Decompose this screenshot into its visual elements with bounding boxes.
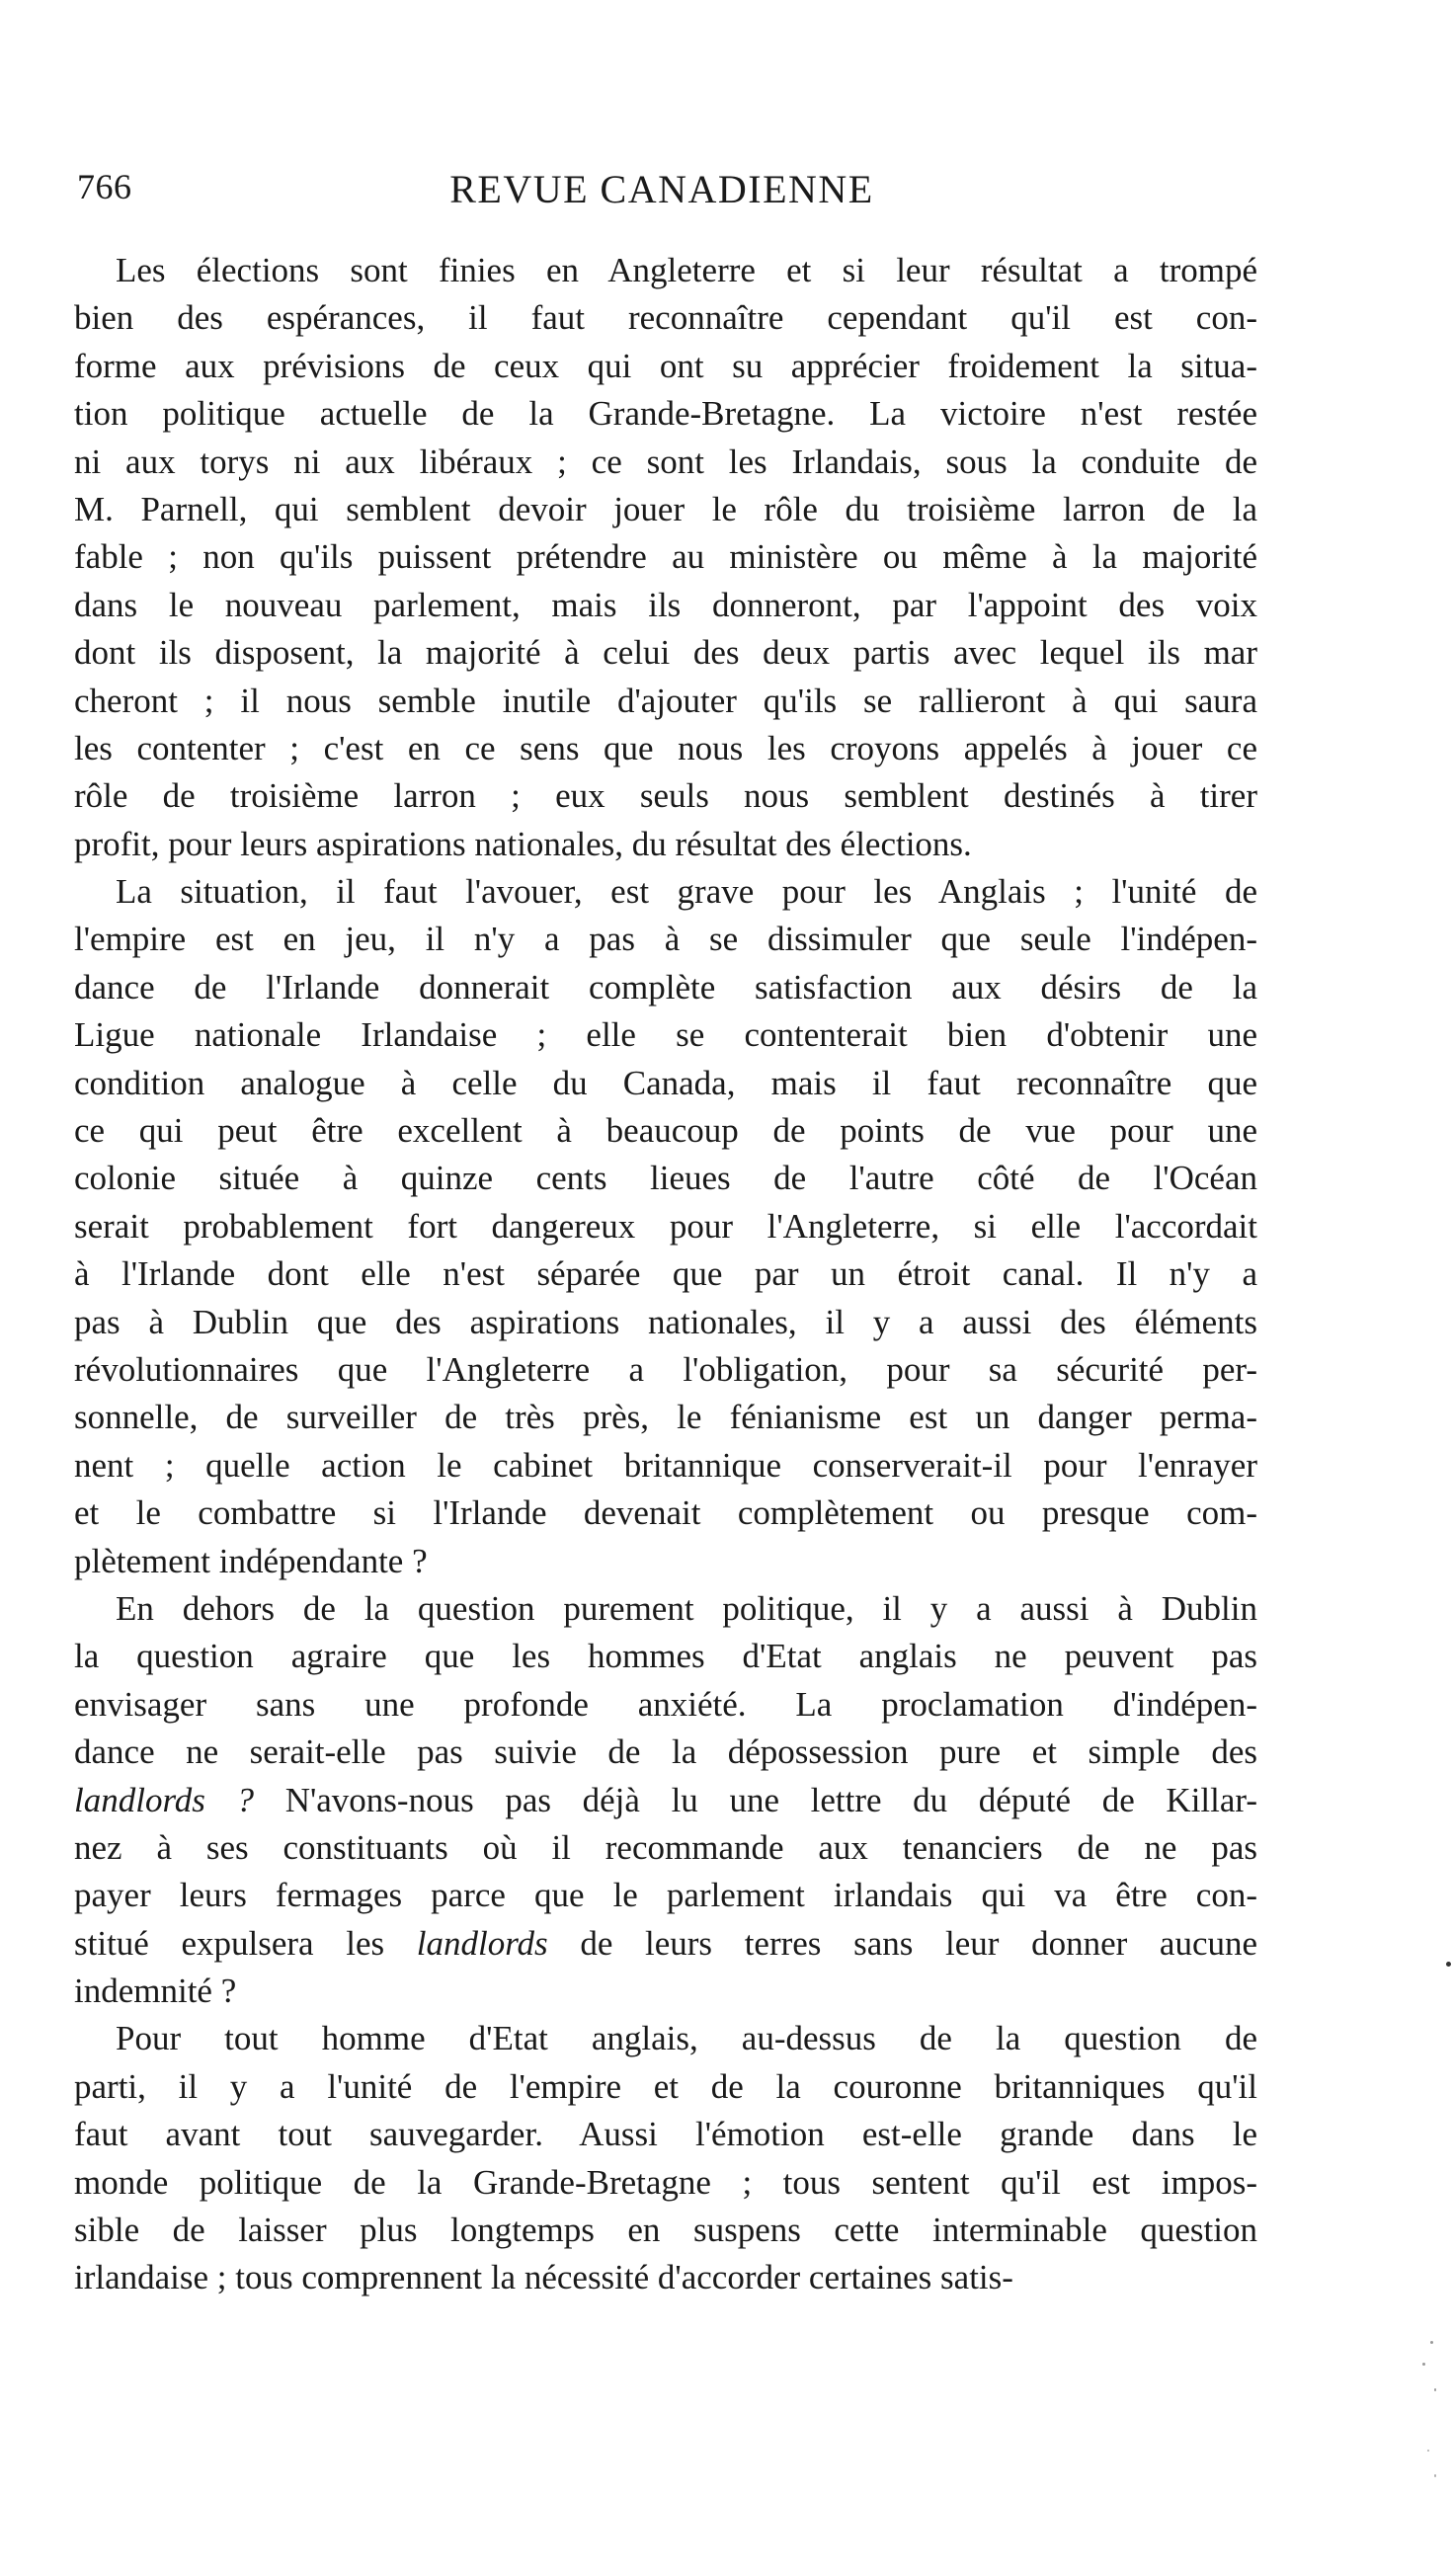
text-line (74, 1872, 1257, 1919)
text-run: ni aux torys ni aux libéraux ; ce sont les Irlandais, sous la conduite de (74, 442, 1257, 481)
text-line (74, 1538, 1257, 1585)
text-line (74, 2063, 1257, 2111)
text-run: M. Parnell, qui semblent devoir jouer le rôle du troisième larron de la (74, 489, 1257, 528)
text-run: dance ne serait-elle pas suivie de la dépossession pure et simple des (74, 1732, 1257, 1772)
text-run: serait probablement fort dangereux pour l'Angleterre, si elle l'accordait (74, 1206, 1257, 1246)
text-line (74, 343, 1257, 390)
text-line (74, 1489, 1257, 1537)
text-line (74, 1824, 1257, 1872)
text-run: fable ; non qu'ils puissent prétendre au ministère ou même à la majorité (74, 537, 1257, 577)
italic-term: landlords (416, 1923, 548, 1963)
scan-speck (1446, 1962, 1451, 1967)
text-run: l'empire est en jeu, il n'y a pas à se dissimuler que seule l'indépen- (74, 920, 1257, 959)
text-run: dance de l'Irlande donnerait complète satisfaction aux désirs de la (74, 967, 1257, 1006)
text-run: profit, pour leurs aspirations nationales, du résultat des élections. (74, 824, 972, 863)
text-run: monde politique de la Grande-Bretagne ; tous sentent qu'il est impos- (74, 2162, 1257, 2202)
text-run: de leurs terres sans leur donner aucune (547, 1923, 1258, 1963)
page-number: 766 (77, 167, 132, 206)
text-run: N'avons-nous pas déjà lu une lettre du député de Killar- (254, 1780, 1258, 1819)
text-run: tion politique actuelle de la Grande-Bretagne. La victoire n'est restée (74, 394, 1257, 434)
text-line (74, 629, 1257, 677)
scan-speck (1430, 2341, 1433, 2344)
text-line (74, 2159, 1257, 2207)
paragraph (74, 1585, 1257, 2016)
text-line (74, 486, 1257, 533)
text-line (74, 1681, 1257, 1729)
text-run: En dehors de la question purement politique, il y a aussi à Dublin (116, 1588, 1257, 1628)
text-run: La situation, il faut l'avouer, est grave pour les Anglais ; l'unité de (116, 872, 1257, 912)
text-line (74, 678, 1257, 725)
text-line (74, 1920, 1257, 1968)
text-line (74, 1346, 1257, 1394)
text-run: pas à Dublin que des aspirations nationales, il y a aussi des éléments (74, 1302, 1257, 1341)
text-line (74, 1155, 1257, 1202)
text-line (74, 1633, 1257, 1680)
text-line (74, 1729, 1257, 1776)
text-run: à l'Irlande dont elle n'est séparée que par un étroit canal. Il n'y a (74, 1254, 1257, 1294)
text-run: Les élections sont finies en Angleterre et si leur résultat a trompé (116, 251, 1257, 289)
text-run: les contenter ; c'est en ce sens que nous les croyons appelés à jouer ce (74, 728, 1257, 767)
text-run: sonnelle, de surveiller de très près, le fénianisme est un danger perma- (74, 1398, 1257, 1437)
text-line (74, 821, 1257, 868)
text-run: faut avant tout sauvegarder. Aussi l'émotion est-elle grande dans le (74, 2115, 1257, 2154)
scan-speck (1434, 2388, 1436, 2391)
text-run: envisager sans une profonde anxiété. La proclamation d'indépen- (74, 1684, 1257, 1724)
scan-speck (1434, 2474, 1436, 2477)
text-line (74, 1011, 1257, 1059)
text-run: sible de laisser plus longtemps en suspens cette interminable question (74, 2211, 1257, 2250)
text-run: stitué expulsera les (74, 1923, 417, 1963)
text-run: colonie située à quinze cents lieues de l'autre côté de l'Océan (74, 1159, 1257, 1198)
paragraph (74, 2015, 1257, 2301)
scan-speck (1422, 2363, 1425, 2366)
text-line (74, 2111, 1257, 2158)
paragraph (74, 868, 1257, 1585)
text-line (74, 390, 1257, 438)
text-line (74, 725, 1257, 772)
text-line (74, 1250, 1257, 1298)
text-line (74, 1442, 1257, 1489)
text-run: bien des espérances, il faut reconnaître cependant qu'il est con- (74, 298, 1257, 338)
text-line (74, 2207, 1257, 2254)
text-line (74, 868, 1257, 916)
text-run: dont ils disposent, la majorité à celui des deux partis avec lequel ils mar (74, 633, 1257, 673)
text-run: Ligue nationale Irlandaise ; elle se contenterait bien d'obtenir une (74, 1015, 1257, 1055)
text-run: la question agraire que les hommes d'Etat anglais ne peuvent pas (74, 1637, 1257, 1676)
text-line (74, 1060, 1257, 1107)
text-line (74, 1777, 1257, 1824)
text-run: révolutionnaires que l'Angleterre a l'obligation, pour sa sécurité per- (74, 1349, 1257, 1389)
article-body (74, 247, 1257, 2302)
text-run: nez à ses constituants où il recommande aux tenanciers de ne pas (74, 1827, 1257, 1867)
text-line (74, 247, 1257, 294)
text-run: et le combattre si l'Irlande devenait complètement ou presque com- (74, 1493, 1257, 1533)
text-run: indemnité ? (74, 1972, 237, 2011)
text-run: forme aux prévisions de ceux qui ont su apprécier froidement la situa- (74, 346, 1257, 385)
text-run: nent ; quelle action le cabinet britannique conserverait-il pour l'enrayer (74, 1445, 1257, 1485)
text-line (74, 964, 1257, 1011)
text-run: Pour tout homme d'Etat anglais, au-dessus de la question de (116, 2019, 1257, 2058)
italic-term: landlords ? (74, 1780, 255, 1819)
text-line (74, 1394, 1257, 1441)
text-run: irlandaise ; tous comprennent la nécessité d'accorder certaines satis- (74, 2258, 1013, 2297)
text-line (74, 533, 1257, 581)
text-line (74, 1107, 1257, 1155)
text-line (74, 1968, 1257, 2015)
text-run: parti, il y a l'unité de l'empire et de la couronne britanniques qu'il (74, 2066, 1257, 2106)
text-run: ce qui peut être excellent à beaucoup de points de vue pour une (74, 1111, 1257, 1151)
text-run: cheront ; il nous semble inutile d'ajouter qu'ils se rallieront à qui saura (74, 681, 1257, 720)
paragraph (74, 247, 1257, 868)
text-line (74, 1299, 1257, 1346)
text-line (74, 2015, 1257, 2062)
text-run: plètement indépendante ? (74, 1541, 428, 1580)
text-line (74, 582, 1257, 629)
scan-speck (1427, 2450, 1429, 2452)
page-header (69, 166, 1254, 225)
text-line (74, 439, 1257, 486)
text-run: payer leurs fermages parce que le parlement irlandais qui va être con- (74, 1876, 1257, 1915)
text-line (74, 2254, 1257, 2301)
text-run: condition analogue à celle du Canada, mais il faut reconnaître que (74, 1063, 1257, 1102)
text-run: rôle de troisième larron ; eux seuls nous semblent destinés à tirer (74, 776, 1257, 816)
text-line (74, 1203, 1257, 1250)
running-title: REVUE CANADIENNE (449, 167, 874, 211)
text-line (74, 294, 1257, 342)
text-run: dans le nouveau parlement, mais ils donneront, par l'appoint des voix (74, 585, 1257, 624)
text-line (74, 772, 1257, 820)
text-line (74, 1585, 1257, 1633)
text-line (74, 916, 1257, 963)
